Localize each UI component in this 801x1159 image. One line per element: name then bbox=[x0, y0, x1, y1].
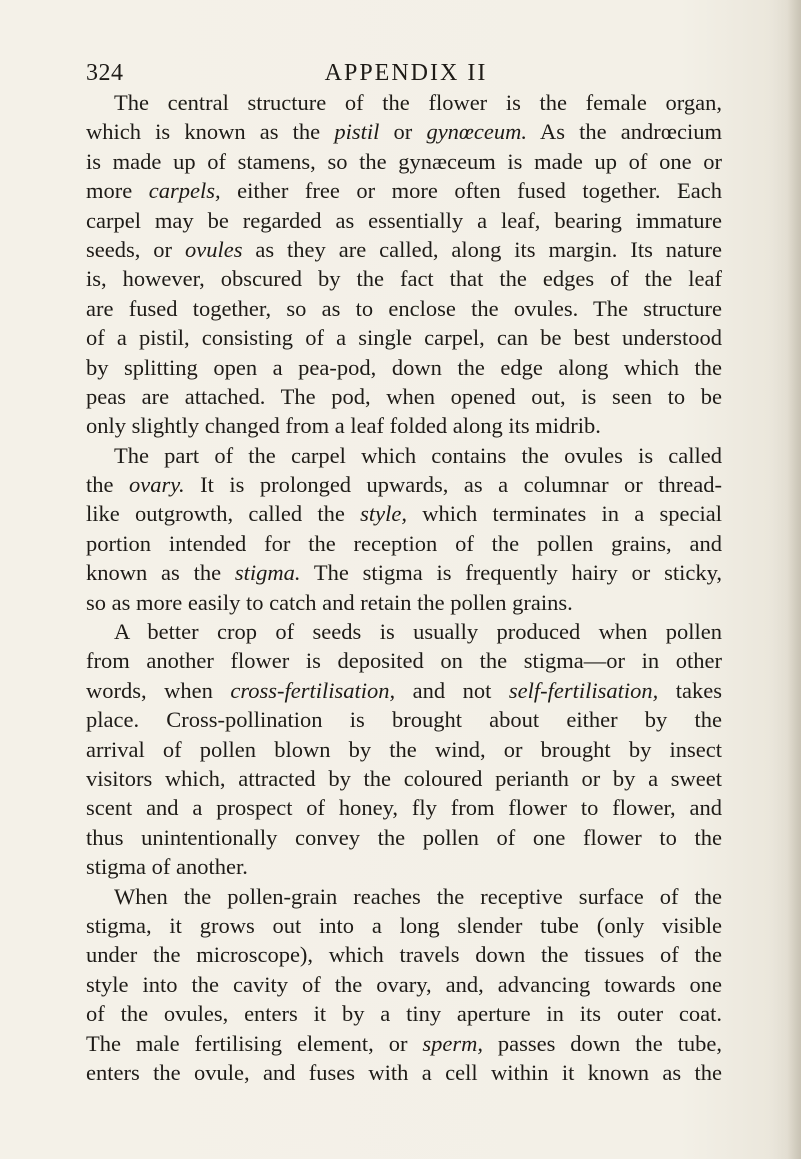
text-line bbox=[86, 382, 722, 411]
text-segment: scent and a prospect of honey, fly from flower to flower, and bbox=[86, 795, 722, 821]
text-segment: When the pollen-grain reaches the receptive surface of the bbox=[114, 883, 722, 909]
text-line bbox=[86, 764, 722, 793]
text-segment: so as more easily to catch and retain the pollen grains. bbox=[86, 589, 573, 615]
italic-term: gynœceum. bbox=[426, 119, 528, 145]
text-line bbox=[86, 588, 722, 617]
text-segment: thus unintentionally convey the pollen of one flower to the bbox=[86, 824, 722, 850]
text-line bbox=[86, 882, 722, 911]
text-segment: the bbox=[86, 472, 129, 498]
text-line bbox=[86, 294, 722, 323]
text-line bbox=[86, 852, 722, 881]
italic-term: self-fertilisation, bbox=[508, 677, 659, 703]
text-line bbox=[86, 206, 722, 235]
text-segment: known as the bbox=[86, 560, 235, 586]
text-segment: and not bbox=[395, 677, 509, 703]
text-line bbox=[86, 911, 722, 940]
text-line bbox=[86, 646, 722, 675]
text-segment: stigma of another. bbox=[86, 854, 248, 880]
text-segment: by splitting open a pea-pod, down the edge along which the bbox=[86, 354, 722, 380]
text-segment: of the ovules, enters it by a tiny aperture in its outer coat. bbox=[86, 1001, 722, 1027]
text-line bbox=[86, 823, 722, 852]
text-segment: A better crop of seeds is usually produced when pollen bbox=[114, 619, 722, 645]
text-segment: is, however, obscured by the fact that the edges of the leaf bbox=[86, 266, 722, 292]
text-line bbox=[86, 470, 722, 499]
italic-term: ovary. bbox=[128, 472, 185, 498]
text-segment: stigma, it grows out into a long slender tube (only visible bbox=[86, 912, 722, 938]
italic-term: sperm, bbox=[422, 1030, 483, 1056]
text-segment: visitors which, attracted by the coloured perianth or by a sweet bbox=[86, 765, 722, 791]
text-segment: either free or more often fused together. Each bbox=[220, 178, 723, 204]
text-line bbox=[86, 499, 722, 528]
italic-term: carpels, bbox=[148, 178, 221, 204]
text-line bbox=[86, 88, 722, 117]
text-segment: The male fertilising element, or bbox=[86, 1030, 423, 1056]
text-segment: style into the cavity of the ovary, and, advancing towards one bbox=[86, 971, 722, 997]
text-line bbox=[86, 235, 722, 264]
text-line bbox=[86, 970, 722, 999]
text-segment: more bbox=[86, 178, 149, 204]
text-segment: passes down the tube, bbox=[482, 1030, 722, 1056]
text-line bbox=[86, 940, 722, 969]
text-line bbox=[86, 264, 722, 293]
text-segment: words, when bbox=[86, 677, 231, 703]
text-segment: carpel may be regarded as essentially a leaf, bearing immature bbox=[86, 207, 722, 233]
text-segment: only slightly changed from a leaf folded along its midrib. bbox=[86, 413, 601, 439]
text-segment: seeds, or bbox=[86, 236, 185, 262]
text-segment: under the microscope), which travels down the tissues of the bbox=[86, 942, 722, 968]
italic-term: cross-fertilisation, bbox=[230, 677, 396, 703]
page-edge-shadow bbox=[787, 0, 801, 1159]
text-segment: are fused together, so as to enclose the ovules. The structure bbox=[86, 295, 722, 321]
text-line bbox=[86, 353, 722, 382]
italic-term: ovules bbox=[184, 236, 243, 262]
text-segment: enters the ovule, and fuses with a cell within it known as the bbox=[86, 1059, 722, 1085]
text-line bbox=[86, 999, 722, 1028]
running-title: APPENDIX II bbox=[324, 60, 488, 86]
text-line bbox=[86, 441, 722, 470]
text-segment: which terminates in a special bbox=[407, 501, 723, 527]
text-line bbox=[86, 117, 722, 146]
text-segment: of a pistil, consisting of a single carpel, can be best understood bbox=[86, 325, 722, 351]
italic-term: style, bbox=[360, 501, 407, 527]
text-line bbox=[86, 1058, 722, 1087]
text-segment: from another flower is deposited on the stigma—or in other bbox=[86, 648, 722, 674]
text-segment: arrival of pollen blown by the wind, or brought by insect bbox=[86, 736, 722, 762]
text-line bbox=[86, 676, 722, 705]
text-line bbox=[86, 793, 722, 822]
text-segment: takes bbox=[658, 677, 722, 703]
italic-term: pistil bbox=[334, 119, 380, 145]
text-segment: It is prolonged upwards, as a columnar or thread- bbox=[184, 472, 722, 498]
text-segment: place. Cross-pollination is brought about either by the bbox=[86, 707, 722, 733]
text-segment: as they are called, along its margin. Its nature bbox=[242, 236, 722, 262]
text-line bbox=[86, 617, 722, 646]
text-segment: The stigma is frequently hairy or sticky, bbox=[300, 560, 723, 586]
text-line bbox=[86, 323, 722, 352]
text-segment: like outgrowth, called the bbox=[86, 501, 361, 527]
body-text bbox=[86, 88, 722, 1087]
text-line bbox=[86, 529, 722, 558]
text-segment: The central structure of the flower is the female organ, bbox=[114, 90, 722, 115]
text-segment: or bbox=[379, 119, 427, 145]
italic-term: stigma. bbox=[234, 560, 301, 586]
text-line bbox=[86, 558, 722, 587]
text-segment: portion intended for the reception of the pollen grains, and bbox=[86, 530, 722, 556]
text-segment: which is known as the bbox=[86, 119, 335, 145]
page-number: 324 bbox=[86, 60, 124, 86]
text-line bbox=[86, 176, 722, 205]
text-line bbox=[86, 705, 722, 734]
text-segment: The part of the carpel which contains the ovules is called bbox=[114, 442, 722, 468]
text-segment: peas are attached. The pod, when opened out, is seen to be bbox=[86, 383, 722, 409]
text-segment: is made up of stamens, so the gynæceum is made up of one or bbox=[86, 148, 722, 174]
text-line bbox=[86, 411, 722, 440]
text-line bbox=[86, 147, 722, 176]
text-segment: As the andrœcium bbox=[527, 119, 723, 145]
text-line bbox=[86, 1029, 722, 1058]
text-line bbox=[86, 735, 722, 764]
